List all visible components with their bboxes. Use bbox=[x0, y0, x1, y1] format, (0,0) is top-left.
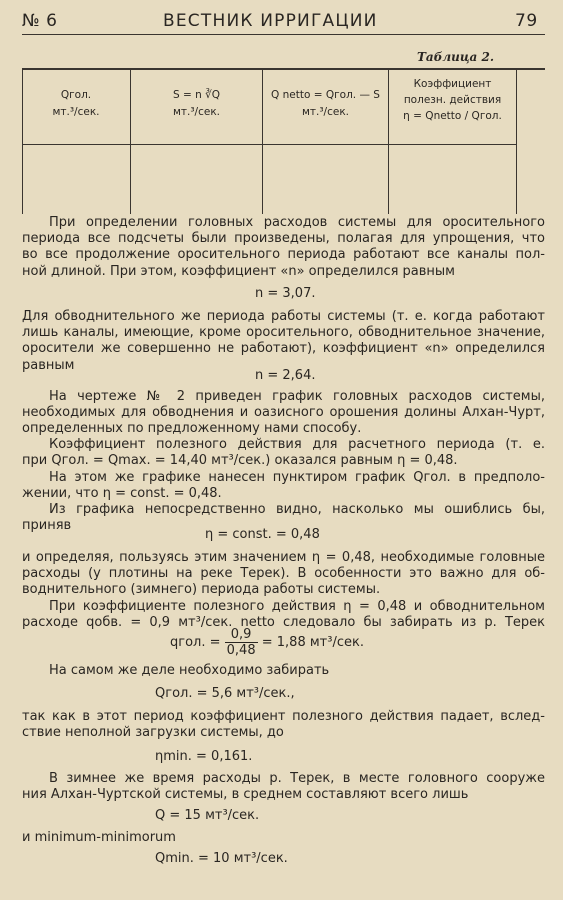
col4-formula: η = Qnetto / Qгол. bbox=[403, 110, 502, 122]
paragraph-3 bbox=[22, 389, 545, 438]
paragraph-5 bbox=[22, 470, 545, 502]
p5-line-1: На этом же графике нанесен пунктиром график Qгол. в предполо- bbox=[49, 470, 545, 485]
p4-line-2: при Qгол. = Qmax. = 14,40 мт³/сек.) оказался равным η = 0,48. bbox=[22, 453, 458, 469]
fraction-rhs: = 1,88 мт³/сек. bbox=[261, 635, 364, 650]
p1-line-2: периода все подсчеты были произведены, полагая для упрощения, что bbox=[22, 231, 545, 247]
col4-subtitle: полезн. действия bbox=[403, 94, 502, 106]
equation-q-gol-fraction bbox=[170, 627, 364, 658]
table-header-divider bbox=[22, 144, 517, 145]
equation-eta-min: ηmin. = 0,161. bbox=[155, 749, 253, 764]
fraction-lhs: qгол. = bbox=[170, 635, 221, 650]
p7-line-3: воднительного (зимнего) периода работы системы. bbox=[22, 582, 381, 598]
table-header-q-gol bbox=[22, 87, 130, 121]
paragraph-10 bbox=[22, 709, 545, 741]
equation-q-gol-actual: Qгол. = 5,6 мт³/сек., bbox=[155, 686, 295, 701]
p10-line-1: так как в этот период коэффициент полезного действия падает, вслед- bbox=[22, 709, 545, 724]
p2-line-1: Для обводнительного же периода работы системы (т. е. когда работают bbox=[22, 309, 545, 324]
p9-line-1: На самом же деле необходимо забирать bbox=[49, 663, 330, 678]
p5-line-2: жении, что η = const. = 0,48. bbox=[22, 486, 222, 502]
col3-title: Q netto = Qгол. — S bbox=[271, 89, 380, 101]
paragraph-2 bbox=[22, 309, 545, 374]
col1-unit: мт.³/сек. bbox=[52, 106, 100, 118]
paragraph-7 bbox=[22, 550, 545, 599]
col4-title: Коэффициент bbox=[413, 78, 492, 90]
col2-title: S = n ∛Q bbox=[172, 89, 221, 101]
p11-line-2: ния Алхан-Чуртской системы, в среднем составляют всего лишь bbox=[22, 787, 469, 803]
paragraph-4 bbox=[22, 437, 545, 469]
p3-line-3: определенных по предложенному нами способу. bbox=[22, 421, 362, 437]
p8-line-2: расходе qобв. = 0,9 мт³/сек. netto следовало бы забирать из р. Терек bbox=[22, 615, 545, 631]
paragraph-11 bbox=[22, 771, 545, 803]
equation-q-winter: Q = 15 мт³/сек. bbox=[155, 808, 260, 823]
fraction-numerator: 0,9 bbox=[225, 627, 258, 643]
paragraph-12 bbox=[22, 830, 545, 846]
p1-line-1: При определении головных расходов системы для оросительного bbox=[49, 215, 545, 230]
table-header-s bbox=[131, 87, 262, 121]
p2-line-3: оросители же совершенно не работают), коэффициент «n» определился bbox=[22, 341, 545, 357]
equation-n-irrigation: n = 3,07. bbox=[255, 286, 316, 301]
paragraph-1 bbox=[22, 215, 545, 280]
header-rule bbox=[22, 34, 545, 35]
col3-unit: мт.³/сек. bbox=[301, 106, 350, 118]
table-caption: Таблица 2. bbox=[417, 50, 494, 64]
p1-line-4: ной длиной. При этом, коэффициент «n» определился равным bbox=[22, 263, 455, 279]
p2-line-2: лишь каналы, имеющие, кроме оросительного, обводнительное значение, bbox=[22, 325, 545, 341]
equation-eta-const: η = const. = 0,48 bbox=[205, 527, 320, 542]
p7-line-2: расходы (у плотины на реке Терек). В особенности это важно для об- bbox=[22, 566, 545, 582]
paragraph-9 bbox=[22, 663, 545, 679]
p6-line-2: приняв bbox=[22, 518, 72, 534]
p8-line-1: При коэффициенте полезного действия η = 0,48 и обводнительном bbox=[49, 599, 545, 614]
issue-number: № 6 bbox=[22, 11, 58, 31]
table-col-border-right bbox=[516, 68, 517, 214]
fraction-denominator: 0,48 bbox=[226, 643, 256, 658]
fraction bbox=[225, 627, 258, 658]
p10-line-2: ствие неполной загрузки системы, до bbox=[22, 725, 284, 741]
p3-line-2: необходимых для обводнения и оазисного орошения долины Алхан-Чурт, bbox=[22, 405, 545, 421]
journal-title: ВЕСТНИК ИРРИГАЦИИ bbox=[163, 11, 378, 31]
page-number: 79 bbox=[515, 11, 538, 31]
table-top-border bbox=[22, 68, 545, 70]
table-header-efficiency bbox=[389, 76, 516, 124]
p4-line-1: Коэффициент полезного действия для расчетного периода (т. е. bbox=[49, 437, 545, 452]
equation-q-min: Qmin. = 10 мт³/сек. bbox=[155, 851, 288, 866]
col1-title: Qгол. bbox=[60, 89, 92, 101]
p6-line-1: Из графика непосредственно видно, насколько мы ошиблись бы, bbox=[49, 502, 545, 517]
p2-line-4: равным bbox=[22, 357, 75, 373]
col2-unit: мт.³/сек. bbox=[172, 106, 221, 118]
p7-line-1: и определяя, пользуясь этим значением η = 0,48, необходимые головные bbox=[22, 550, 545, 565]
equation-n-watering: n = 2,64. bbox=[255, 368, 316, 383]
p3-line-1: На чертеже № 2 приведен график головных расходов системы, bbox=[49, 389, 545, 404]
p1-line-3: во все продолжение оросительного периода работают все каналы пол- bbox=[22, 247, 545, 263]
p11-line-1: В зимнее же время расходы р. Терек, в месте головного сооруже bbox=[49, 771, 545, 786]
p12-line-1: и minimum-minimorum bbox=[22, 830, 176, 845]
table-header-q-netto bbox=[263, 87, 388, 121]
